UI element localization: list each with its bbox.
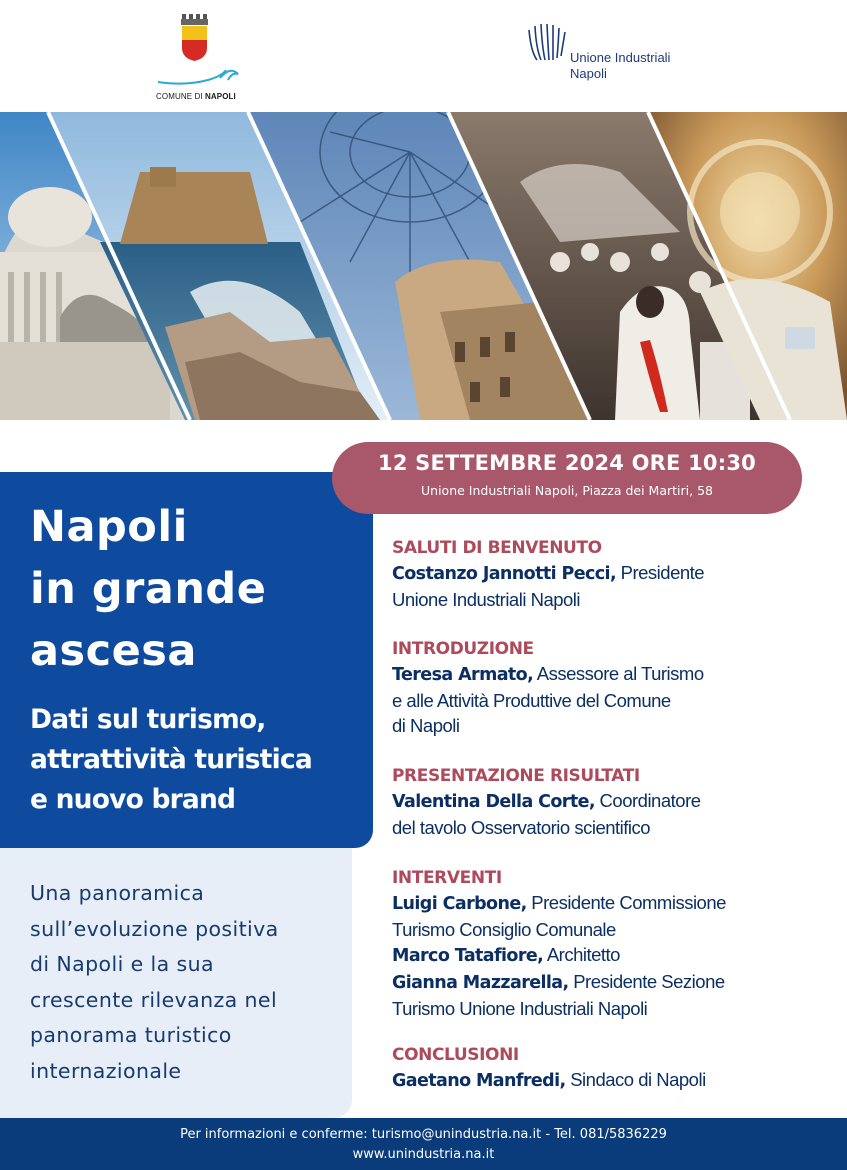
- contact-info: Per informazioni e conferme: turismo@unindustria.na.it - Tel. 081/5836229: [180, 1127, 667, 1142]
- speaker-line: Costanzo Jannotti Pecci, Presidente: [392, 562, 705, 584]
- speaker-role-line: Turismo Consiglio Comunale: [392, 919, 616, 940]
- event-title: Napoli in grande ascesa: [30, 502, 267, 676]
- program-section-conclusions: [392, 1043, 832, 1094]
- unione-industriali-logo: [525, 22, 695, 82]
- footer: [0, 1118, 847, 1170]
- event-location: Unione Industriali Napoli, Piazza dei Martiri, 58: [421, 483, 713, 498]
- speaker-name: Teresa Armato,: [392, 665, 534, 685]
- naples-photo-strip: [0, 112, 847, 420]
- event-description: Una panoramica sull’evoluzione positiva di Napoli e la sua crescente rilevanza nel panorama turistico internazionale: [30, 881, 279, 1083]
- program-section-welcome: [392, 536, 832, 612]
- speaker-line: Valentina Della Corte, Coordinatore: [392, 790, 701, 812]
- website-link[interactable]: www.unindustria.na.it: [352, 1147, 495, 1162]
- section-title: PRESENTAZIONE RISULTATI: [392, 766, 640, 786]
- speaker-name: Marco Tatafiore,: [392, 946, 544, 966]
- speaker-role-line: di Napoli: [392, 715, 460, 736]
- program-section-intro: [392, 637, 832, 738]
- unione-industriali-text: Unione Industriali Napoli: [570, 50, 671, 81]
- speaker-line: Gaetano Manfredi, Sindaco di Napoli: [392, 1069, 706, 1091]
- speaker-name: Costanzo Jannotti Pecci,: [392, 564, 616, 584]
- speaker-role-line: e alle Attività Produttive del Comune: [392, 690, 671, 711]
- event-subtitle: Dati sul turismo, attrattività turistica e nuovo brand: [30, 704, 312, 815]
- section-title: INTERVENTI: [392, 868, 502, 888]
- wave-icon: [156, 64, 240, 88]
- speaker-line: Teresa Armato, Assessore al Turismo: [392, 663, 704, 685]
- section-title: SALUTI DI BENVENUTO: [392, 538, 602, 558]
- speaker-role-line: Turismo Unione Industriali Napoli: [392, 998, 648, 1019]
- description-panel: [0, 848, 352, 1118]
- date-location-badge: [332, 442, 802, 514]
- program-section-results: [392, 764, 832, 840]
- program-section-talks: [392, 866, 832, 1021]
- speaker-name: Luigi Carbone,: [392, 894, 527, 914]
- comune-di-napoli-logo: [156, 12, 240, 101]
- city-shield-icon: [178, 14, 210, 62]
- comune-label: COMUNE DI NAPOLI: [156, 92, 236, 101]
- event-date-time: 12 SETTEMBRE 2024 ORE 10:30: [378, 451, 756, 475]
- speaker-line: Marco Tatafiore, Architetto: [392, 944, 620, 966]
- section-title: INTRODUZIONE: [392, 639, 534, 659]
- unione-industriali-mark-icon: [525, 22, 567, 64]
- speaker-line: Luigi Carbone, Presidente Commissione: [392, 892, 726, 914]
- speaker-name: Gaetano Manfredi,: [392, 1071, 566, 1091]
- speaker-role-line: Unione Industriali Napoli: [392, 589, 581, 610]
- section-title: CONCLUSIONI: [392, 1045, 519, 1065]
- speaker-line: Gianna Mazzarella, Presidente Sezione: [392, 971, 725, 993]
- speaker-name: Valentina Della Corte,: [392, 792, 595, 812]
- speaker-name: Gianna Mazzarella,: [392, 973, 569, 993]
- speaker-role-line: del tavolo Osservatorio scientifico: [392, 817, 651, 838]
- title-panel: [0, 472, 373, 848]
